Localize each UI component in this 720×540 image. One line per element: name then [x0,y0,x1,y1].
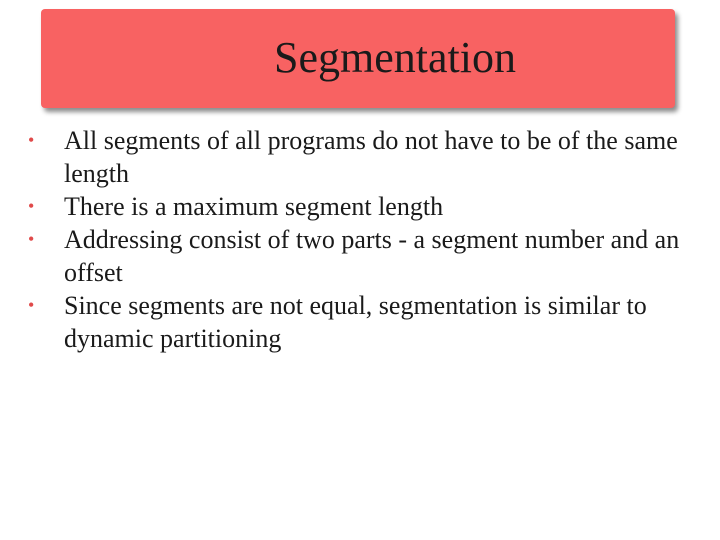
bullet-text: All segments of all programs do not have to be of the same length [64,126,678,188]
slide-title: Segmentation [274,33,516,82]
bullet-dot-icon: • [28,295,35,315]
bullet-text: Since segments are not equal, segmentation is similar to dynamic partitioning [64,291,647,353]
bullet-dot-icon: • [28,130,35,150]
bullet-dot-icon: • [28,196,35,216]
bullet-text: Addressing consist of two parts - a segment number and an offset [64,225,680,287]
bullet-item [28,223,688,289]
bullet-text: There is a maximum segment length [64,192,444,221]
title-banner [41,9,675,108]
bullet-dot-icon: • [28,229,35,249]
bullet-item [28,190,688,223]
bullet-list [28,124,688,355]
bullet-item [28,124,688,190]
bullet-item [28,289,688,355]
